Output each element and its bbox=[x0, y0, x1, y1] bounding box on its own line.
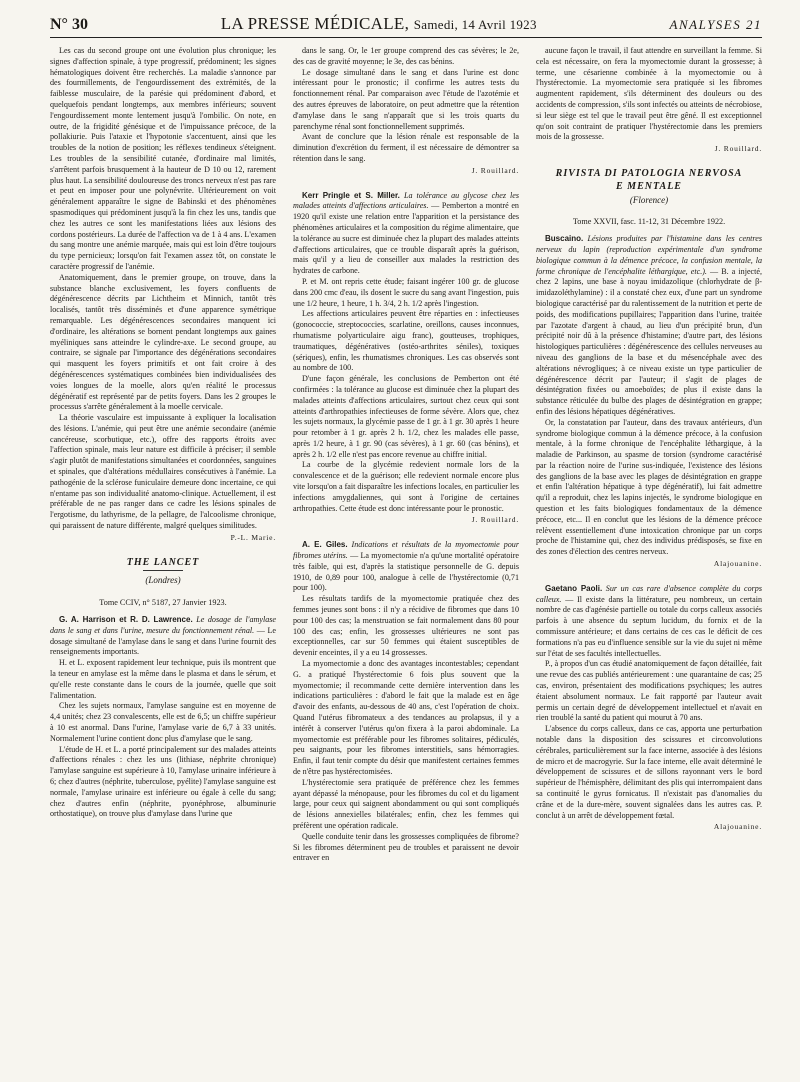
column-3 bbox=[536, 46, 762, 1081]
paragraph: Or, la constatation par l'auteur, dans des travaux antérieurs, d'un syndrome biologique commun à la démence précoce, à la confusion mentale, à la forme chronique de l'encéphalite léthargique, à la maladie de Parkinson, au spasme de torsion (syndrome caractérisé par la réaction noire de l'urine sus-indiquée, l'existence des lésions des ganglions de la base avec les plages de désintégration en grappe et enfin l'altération hépatique à type dégénératif), lui fait admettre qu'il a reproduit, chez les lapins injectés, le syndrome biologique en question et les faits biologiques fondamentaux de la démence précoce, etc... Il en conclut que les lésions de la démence précoce relèvent essentiellement d'une intoxication chronique par un corps proche de l'histamine qui, chez des individus prédisposés, se fixe en des zones d'élection des centres nerveux. bbox=[536, 417, 762, 557]
article-intro bbox=[293, 540, 519, 594]
paragraph: P., à propos d'un cas étudié anatomiquement de façon détaillée, fait une revue des cas publiés antérieurement : une quarantaine de cas; 25 cas, environ, présentaient des modifications psychiques; les autres étaient absolument normaux. Le fait rapporté par l'auteur avait permis un certain degré de développement intellectuel et n'avait en rien troublé la santé du patient qui mourut à 70 ans. bbox=[536, 659, 762, 723]
paragraph: dans le sang. Or, le 1er groupe comprend des cas sévères; le 2e, des cas de gravité moyenne; le 3e, des cas bénins. bbox=[293, 46, 519, 66]
signature: P.-L. Marie. bbox=[230, 532, 276, 542]
journal-heading: THE LANCET bbox=[126, 556, 200, 568]
article-title: Sur un cas rare d'absence complète du corps calleux. bbox=[536, 583, 762, 604]
article-intro bbox=[50, 615, 276, 658]
journal-city: (Florence) bbox=[629, 194, 669, 205]
article-title: Le dosage de l'amylase dans le sang et dans l'urine, mesure du fonctionnement rénal. bbox=[50, 615, 276, 635]
signature: Alajouanine. bbox=[713, 559, 762, 569]
paragraph: Quelle conduite tenir dans les grossesses compliquées de fibrome? Si les fibromes déterminent peu de troubles et paraissent ne devoir entraver en bbox=[293, 831, 519, 863]
paragraph: La théorie vasculaire est impuissante à expliquer la localisation des lésions. L'anémie, qui peut être une anémie secondaire (anémie cancéreuse, scorbutique, etc.), offre des rapports étroits avec l'affection spinale, mais leur nature est difficile à préciser; il semble s'agir plutôt de manifestations simultanées et coordonnées, sanguines et spinales, que d'altérations médullaires consécutives à l'anémie. La pathogénie de la sclérose funiculaire demeure donc incertaine, ce qui n'entame pas son individualité anatomo-clinique. Actuellement, il est préférable de ne pas ranger dans ce cadre les lésions spinales de l'ergotisme, du lathyrisme, de la pellagre, de l'alcoolisme chronique, qui paraissent de nature différente, malgré quelques similitudes. bbox=[50, 413, 276, 531]
section-label: ANALYSES 21 bbox=[669, 17, 762, 32]
article-authors: A. E. Giles. bbox=[302, 540, 348, 550]
article-body: — La myomectomie n'a qu'une mortalité opératoire très faible, qui est, d'après la statistique personnelle de G. depuis 1910, de 0,89 pour 100, analogue à celle de l'hystérectomie (0,71 pour 100). bbox=[293, 551, 520, 593]
paragraph: La courbe de la glycémie redevient normale lors de la convalescence et de la guérison; elle redevient normale encore plus vite lorsqu'on a fait disparaître les infections locales, en particulier les infections amygdaliennes, qui sont à l'origine de certaines arthropathies. Cette étude est donc intéressante pour le pronostic. bbox=[293, 460, 519, 513]
article-body: — B. a injecté, chez 2 lapins, une base à noyau imidazolique (chlorhydrate de β-imidazoléthylamine) : il a constaté chez eux, d'une part un syndrome biologique caractérisé par du ralentissement de la nutrition et perte de poids, des modifications pupillaires; l'apparition dans l'urine, traitée par l'azotate d'argent à chaud, au lieu d'un précipité brun, d'un précipité noir dû à la présence d'histamine; d'autre part, des lésions histologiques particulières : dégénérescence des cellules nerveuses au niveau des ganglions de la base et du mésencéphale avec des altérations névrogliques; à ce niveau existe un type particulier de dégénérescence décrit par l'auteur; il s'agit de plages de désintégration fixées ou amoeboïdes; de plus il existe dans la substance réticulée du bulbe des plages de désintégration en grappe; enfin des lésions hépatiques dégénératives. bbox=[536, 266, 762, 416]
article-title: La tolérance au glycose chez les malades atteints d'affections articulaires. bbox=[293, 190, 519, 211]
journal-title bbox=[221, 14, 537, 34]
paragraph: Les affections articulaires peuvent être réparties en : infectieuses (gonococcie, streptococcies, scarlatine, oreillons, causes inconnues, rhumatisme polyarticulaire aigu franc), goutteuses, trophiques, traumatiques, dégénératives (ostéo-arthrites séniles), toxiques (sériques), enfin, les rhumatismes chroniques. Les cas observés sont au nombre de 100. bbox=[293, 309, 519, 373]
journal-volume: Tome XXVII, fasc. 11-12, 31 Décembre 1922. bbox=[572, 217, 726, 227]
article-intro bbox=[536, 584, 762, 660]
page-number: N° 30 bbox=[50, 16, 88, 33]
signature: Alajouanine. bbox=[713, 822, 762, 832]
page-header bbox=[50, 14, 762, 38]
journal-heading-line2: E MENTALE bbox=[616, 180, 682, 192]
paragraph: Le dosage simultané dans le sang et dans l'urine est donc intéressant pour le pronostic; il confirme les autres tests du fonctionnement rénal. Par comparaison avec l'étude de l'azotémie et des autres épreuves de laboratoire, on peut admettre que la rétention d'amylase dans le sang n'apparaît que si les trois quarts du parenchyme rénal sont fonctionnellement supprimés. bbox=[293, 67, 519, 131]
signature: J. Rouillard. bbox=[471, 515, 519, 525]
paragraph: La myomectomie a donc des avantages incontestables; cependant G. a pratiqué l'hystérectomie 6 fois plus souvent que la myomectomie; il recommande cette dernière intervention dans les indications particulières : d'abord le fait que la malade est en âge d'avoir des enfants, au-dessous de 40 ans, c'est l'opération de choix. Quand l'utérus fibromateux a des tendances au prolapsus, il y a intérêt à conserver l'utérus qu'on fixera à la paroi abdominale. La myomectomie est préférable pour les fibromes solitaires, pédiculés, peu saignants, pour les fibromes interstitiels, sans hémorragies. Enfin, il faut tenir compte du désir que manifestent certaines femmes de n'être pas hystérectomisées. bbox=[293, 659, 519, 776]
journal-volume: Tome CCIV, n° 5187, 27 Janvier 1923. bbox=[99, 598, 227, 608]
paragraph: Avant de conclure que la lésion rénale est responsable de la diminution d'excrétion du ferment, il est nécessaire de démontrer sa rétention dans le sang. bbox=[293, 132, 519, 163]
columns bbox=[50, 46, 762, 1081]
signature: J. Rouillard. bbox=[714, 144, 762, 154]
issue-date: Samedi, 14 Avril 1923 bbox=[413, 17, 537, 32]
divider bbox=[143, 570, 183, 571]
paragraph: Chez les sujets normaux, l'amylase sanguine est en moyenne de 4,4 unités; chez 23 convalescents, elle est de 6,5; un chiffre supérieur à 10 est anormal. Dans l'urine, l'amylase varie de 6,7 à 33 unités. Normalement l'urine contient donc plus d'amylase que le sang. bbox=[50, 701, 276, 743]
article-body: — Il existe dans la littérature, peu nombreux, un certain nombre de cas d'agénésie partielle ou totale du corps calleux associés parfois à une absence du septum lucidum, du fornix et de la commissure antérieure; et dans certains de ces cas le déficit de ces formations n'a pas eu d'influence sensible sur la vie du sujet ni même sur l'état de ses facultés intellectuelles. bbox=[536, 594, 762, 658]
article-authors: G. A. Harrison et R. D. Lawrence. bbox=[59, 615, 193, 625]
journal-city: (Londres) bbox=[145, 575, 181, 586]
column-1 bbox=[50, 46, 276, 1081]
article-body: — Le dosage simultané de l'amylase dans le sang et dans l'urine fournit des renseignements importants. bbox=[50, 625, 277, 657]
paragraph: D'une façon générale, les conclusions de Pemberton ont été confirmées : la tolérance au glucose est diminuée chez la plupart des malades atteints d'affections articulaires, surtout chez ceux qui sont atteints d'arthropathies infectieuses de forme sévère. Alors que, chez les sujets normaux, la glycémie passe de 1 gr. à 1 gr. 30 après 1 heure pour retomber à 1 gr. après 2 h. 1/2, chez les malades elle passe, après 1/2 heure, à 1 gr. 90 (cas sévères), à 1 gr. 60 (cas bénins), et après 2 h. 1/2 elle n'est pas encore revenue au chiffre initial. bbox=[293, 374, 519, 459]
article-authors: Gaetano Paoli. bbox=[545, 583, 603, 593]
paragraph: L'absence du corps calleux, dans ce cas, apporta une perturbation notable dans la disposition des scissures et circonvolutions cérébrales, particulièrement sur la face interne, associée à des lésions de micro et de macrogyrie. Sur la face interne, elle avait déterminé le développement de scissures et de sillons rayonnant vers le bord supérieur de l'hémisphère, délimitant des plis qui interrompaient dans sa continuité le gyrus fornicatus. Il n'existait pas d'anomalies du crâne et de la dure-mère, souvent signalées dans les autres cas. P. conclut à un arrêt de développement fœtal. bbox=[536, 724, 762, 820]
paragraph: L'étude de H. et L. a porté principalement sur des malades atteints d'affections rénales : chez les uns (lithiase, néphrite chronique) l'amylase sanguine est supérieure à 10, l'amylase urinaire inférieure à 6; chez d'autres (néphrite, tuberculose, pyélite) l'amylase sanguine est normale, l'amylase urinaire est inférieure ou égale à celle du sang; chez d'autres enfin (néphrite, pyonéphrose, albuminurie orthostatique), on trouve plus d'amylase dans l'urine que bbox=[50, 744, 276, 819]
article-authors: Kerr Pringle et S. Miller. bbox=[302, 190, 400, 200]
article-authors: Buscaino. bbox=[545, 234, 584, 244]
journal-name: LA PRESSE MÉDICALE, bbox=[220, 14, 410, 33]
paragraph: Les cas du second groupe ont une évolution plus chronique; les signes d'affection spinale, à type progressif, prédominent; les signes hématologiques doivent être recherchés. La maladie s'annonce par des fourmillements, de l'engourdissement des extrémités, de la faiblesse musculaire, de la parésie qui prédominent d'abord, et quelquefois pendant longtemps, aux membres inférieurs; souvent l'engourdissement monte lentement jusqu'à l'ombilic. On note, en outre, de la frigidité génésique et de l'impuissance précoce, de la pollakiurie. Puis l'ataxie et l'hypotonie s'accentuent, ainsi que les troubles de la notion de position; les réflexes tendineux s'éteignent. Les troubles de la sensibilité cutanée, d'ordinaire mal limités, s'arrêtent parfois brusquement à la hauteur de D 10 ou 12, rarement plus haut. La sensibilité douloureuse des troncs nerveux n'est pas rare et peut en imposer pour une polynévrite. Ultérieurement on voit généralement apparaître le signe de Babinski et des phénomènes spasmodiques qui prédominent jusqu'à la fin chez les uns, tandis que chez les autres ce sont les manifestations liées aux lésions des cordons postérieurs. La durée de l'affection va de 1 à 4 ans. L'examen du sang montre une anémie marquée, mais qui est loin d'être toujours du type pernicieux; lorsqu'on fait l'examen assez tôt, on constate le caractère progressif de l'anémie. bbox=[50, 46, 276, 271]
paragraph: H. et L. exposent rapidement leur technique, puis ils montrent que la teneur en amylase est la même dans le plasma et dans le sérum, et qu'elle reste constante dans le cours de la journée, quelle que soit l'alimentation. bbox=[50, 658, 276, 700]
article-body: — Pemberton a montré en 1920 qu'il existe une relation entre l'apparition et la persistance des phénomènes articulaires et la composition du régime alimentaire, que la tolérance au sucre est diminuée chez la plupart des malades atteints d'affections articulaires, que ce trouble disparaît après la guérison, mais qu'il y a lieu de conseiller aux malades la restriction des hydrates de carbone. bbox=[293, 201, 519, 276]
paragraph: L'hystérectomie sera pratiquée de préférence chez les femmes ayant dépassé la ménopause, pour les fibromes du col et du ligament large, pour ceux qui saignent abondamment ou qui sont compliqués de lésions annexielles bilatérales; enfin, chez les femmes qui préfèrent une opération radicale. bbox=[293, 777, 519, 830]
paragraph: P. et M. ont repris cette étude; faisant ingérer 100 gr. de glucose dans 200 cmc d'eau, ils dosent le sucre du sang avant l'ingestion, puis une 1/2 heure, 1 heure, 1 h. 3/4, 2 h. 1/2 après l'ingestion. bbox=[293, 276, 519, 308]
column-2 bbox=[293, 46, 519, 1081]
journal-heading: RIVISTA DI PATOLOGIA NERVOSA bbox=[555, 167, 743, 179]
paragraph: aucune façon le travail, il faut attendre en surveillant la femme. Si cela est nécessaire, on fera la myomectomie durant la grossesse; à terme, une césarienne combinée à la myomectomie ou à l'hystérectomie. La myomectomie sera pratiquée si les fibromes augmentent rapidement, s'ils déterminent des douleurs ou des accidents de compression, s'ils sont infectés ou atteints de nécrobiose, si leur siège est tel que le travail peut être gêné. Il est exceptionnel qu'on soit contraint de pratiquer l'hystérectomie dans les premiers mois de la grossesse. bbox=[536, 46, 762, 142]
article-title: Lésions produites par l'histamine dans les centres nerveux du lapin (reproduction expérimentale d'un syndrome biologique commun à la démence précoce, la confusion mentale, la forme chronique de l'encéphalite léthargique, etc.). bbox=[536, 234, 762, 276]
paragraph: Les résultats tardifs de la myomectomie pratiquée chez des femmes jeunes sont bons : il n'y a récidive de fibromes que dans 10 pour 100 des cas; la menstruation se fait normalement dans 80 pour 100 des cas; enfin, les grossesses ultérieures ne sont pas exceptionnelles, car sur 50 femmes qui étaient susceptibles de devenir enceintes, il y a eu 14 grossesses. bbox=[293, 594, 519, 658]
article-intro bbox=[293, 191, 519, 277]
article-title: Indications et résultats de la myomectomie pour fibromes utérins. bbox=[293, 540, 519, 561]
article-intro bbox=[536, 234, 762, 418]
paragraph: Anatomiquement, dans le premier groupe, on trouve, dans la substance blanche exclusivement, les foyers confluents de dégénérescence décrits par Lichtheim et Minnich, tantôt très localisés, tantôt très disséminés et d'une apparence symétrique remarquable. Les dégénérescences secondaires manquent ici d'ordinaire, les altérations se bornent pendant longtemps aux gaines myéliniques sans atteindre le cylindre-axe. Le second groupe, au contraire, se signale par l'importance des dégénérations secondaires qui masquent les foyers primitifs et ont fait croire à des dégénérescences systématiques combinées bien individualisées des voies longues de la moelle, alors qu'en réalité le processus dégénératif est représenté par de petits foyers. Dans les 2 groupes le processus s'arrête généralement à la moelle cervicale. bbox=[50, 272, 276, 412]
signature: J. Rouillard. bbox=[471, 165, 519, 175]
